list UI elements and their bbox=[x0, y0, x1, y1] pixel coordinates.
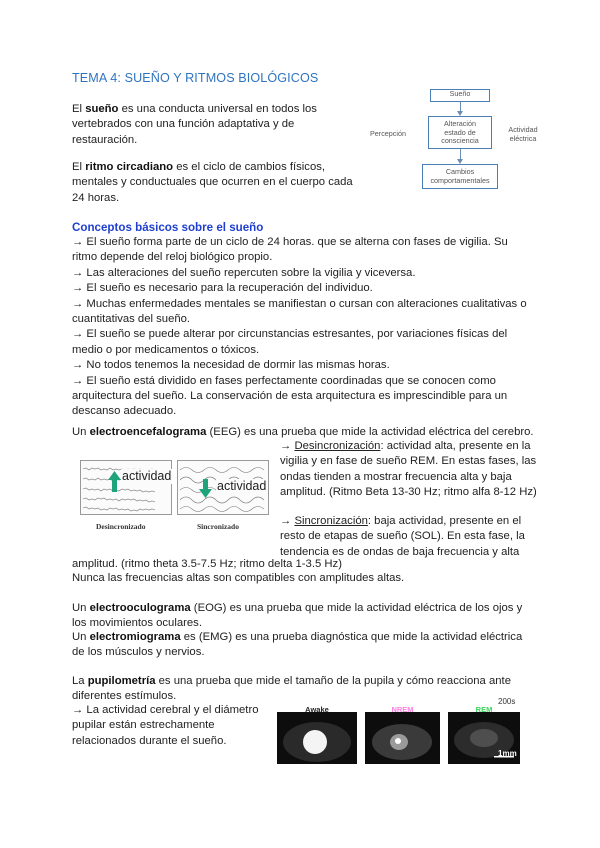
eeg-note: Nunca las frecuencias altas son compatibles con amplitudes altas. bbox=[72, 572, 405, 584]
arrow-down-icon bbox=[199, 479, 212, 498]
concept-item: → El sueño se puede alterar por circunstancias estresantes, por variaciones físicas del medio o por medicamentos o tóxicos. bbox=[72, 328, 508, 356]
text: Un bbox=[72, 602, 90, 614]
text: es una prueba que mide el tamaño de la pupila y cómo reacciona ante diferentes estímulos. bbox=[72, 675, 511, 703]
eeg-sync-label: actividad bbox=[217, 479, 267, 493]
pupil-scale: 1mm bbox=[498, 749, 517, 758]
term-ritmo-circadiano: ritmo circadiano bbox=[85, 161, 174, 173]
diagram-box-behaviour: Cambios comportamentales bbox=[422, 164, 498, 189]
text: (EEG) es una prueba que mide la actividad eléctrica del cerebro. bbox=[206, 426, 534, 438]
page-title: TEMA 4: SUEÑO Y RITMOS BIOLÓGICOS bbox=[72, 71, 319, 85]
text: El bbox=[72, 161, 86, 173]
concepts-list bbox=[72, 235, 532, 420]
diagram-box-consciousness: Alteración estado de consciencia bbox=[428, 116, 492, 149]
pupil-awake-image bbox=[277, 712, 357, 764]
text: Un bbox=[72, 426, 90, 438]
concepts-heading: Conceptos básicos sobre el sueño bbox=[72, 221, 264, 234]
pupil-arrow-text: → La actividad cerebral y el diámetro pupilar están estrechamente relacionados durante el sueño. bbox=[72, 704, 259, 747]
text: El bbox=[72, 103, 86, 115]
term-sueno: sueño bbox=[85, 103, 119, 115]
term-eog: electrooculograma bbox=[89, 602, 191, 614]
eye-awake bbox=[277, 712, 357, 764]
eeg-sync-caption: Sincronizado bbox=[197, 522, 239, 531]
intro-sleep bbox=[72, 102, 327, 148]
eeg-sync-image bbox=[177, 460, 269, 515]
pupil-label-awake-top: Awake bbox=[305, 705, 329, 714]
concept-item: → No todos tenemos la necesidad de dormir las mismas horas. bbox=[72, 359, 390, 372]
pupil-paragraph bbox=[72, 674, 512, 705]
eeg-sync-text bbox=[280, 514, 538, 560]
pupil-label-rem: REM bbox=[475, 705, 493, 714]
text: Un bbox=[72, 631, 90, 643]
text: es el ciclo de cambios físicos, mentales y conductuales que ocurren en el cuerpo cada 24 horas. bbox=[72, 161, 353, 204]
concept-item: → El sueño forma parte de un ciclo de 24 horas. que se alterna con fases de vigilia. Su ritmo depende del reloj biológico propio. bbox=[72, 236, 508, 264]
eeg-sync-continuation: amplitud. (ritmo theta 3.5-7.5 Hz; ritmo delta 1-3.5 Hz) bbox=[72, 558, 342, 570]
term-pupilometria: pupilometría bbox=[87, 675, 156, 687]
eeg-desync-image bbox=[80, 460, 172, 515]
concept-item: → El sueño es necesario para la recuperación del individuo. bbox=[72, 282, 373, 295]
pupil-rem-image bbox=[448, 712, 520, 764]
intro-circadian bbox=[72, 160, 357, 206]
arrow-text: → bbox=[280, 515, 295, 527]
concept-item: → Las alteraciones del sueño repercuten sobre la vigilia y viceversa. bbox=[72, 266, 416, 279]
text: : actividad alta, presente en la vigilia y en fase de sueño REM. En estas fases, las ondas tienden a mostrar frecuencia alta y baja amplitud. (Ritmo Beta 13-30 Hz; ritmo alfa 8-12 Hz) bbox=[280, 440, 537, 499]
text: La bbox=[72, 675, 88, 687]
eye-nrem bbox=[365, 712, 440, 764]
term-sincronizacion: Sincronización bbox=[294, 515, 368, 527]
sleep-diagram bbox=[360, 84, 550, 196]
text: es una conducta universal en todos los vertebrados con una función adaptativa y de restauración. bbox=[72, 103, 317, 146]
concept-item: → Muchas enfermedades mentales se manifiestan o cursan con alteraciones cualitativas o cuantitativas del sueño. bbox=[72, 297, 527, 326]
text: : baja actividad, presente en el resto de etapas de sueño (SOL). En esta fase, la tendencia es de ondas de baja frecuencia y alta bbox=[280, 515, 525, 558]
arrow-text: → bbox=[280, 440, 295, 452]
text: es (EMG) es una prueba diagnóstica que mide la actividad eléctrica de los músculos y nervios. bbox=[72, 631, 523, 659]
term-eeg: electroencefalograma bbox=[89, 426, 207, 438]
diagram-arrow bbox=[460, 102, 461, 115]
eeg-desync-label: actividad bbox=[122, 469, 172, 483]
eog-paragraph bbox=[72, 601, 532, 632]
pupil-label-nrem: NREM bbox=[391, 705, 414, 714]
diagram-label-electrical: Actividad eléctrica bbox=[508, 125, 538, 143]
diagram-box-sleep: Sueño bbox=[430, 89, 490, 102]
eeg-desync-text bbox=[280, 439, 538, 501]
term-desincronizacion: Desincronización bbox=[294, 440, 381, 452]
term-emg: electromiograma bbox=[89, 631, 181, 643]
pupil-corner-label: 200s bbox=[498, 697, 516, 706]
text: (EOG) es una prueba que mide la actividad eléctrica de los ojos y los movimientos oculares. bbox=[72, 602, 523, 630]
diagram-arrow bbox=[460, 149, 461, 163]
diagram-label-perception: Percepción bbox=[370, 129, 406, 138]
eeg-desync-caption: Desincronizado bbox=[96, 522, 146, 531]
pupil-nrem-image bbox=[365, 712, 440, 764]
emg-paragraph bbox=[72, 630, 532, 661]
concept-item: → El sueño está dividido en fases perfectamente coordinadas que se conocen como arquitectura del sueño. La conservación de esta arquitectura es imprescindible para un descanso adecuado. bbox=[72, 374, 508, 418]
